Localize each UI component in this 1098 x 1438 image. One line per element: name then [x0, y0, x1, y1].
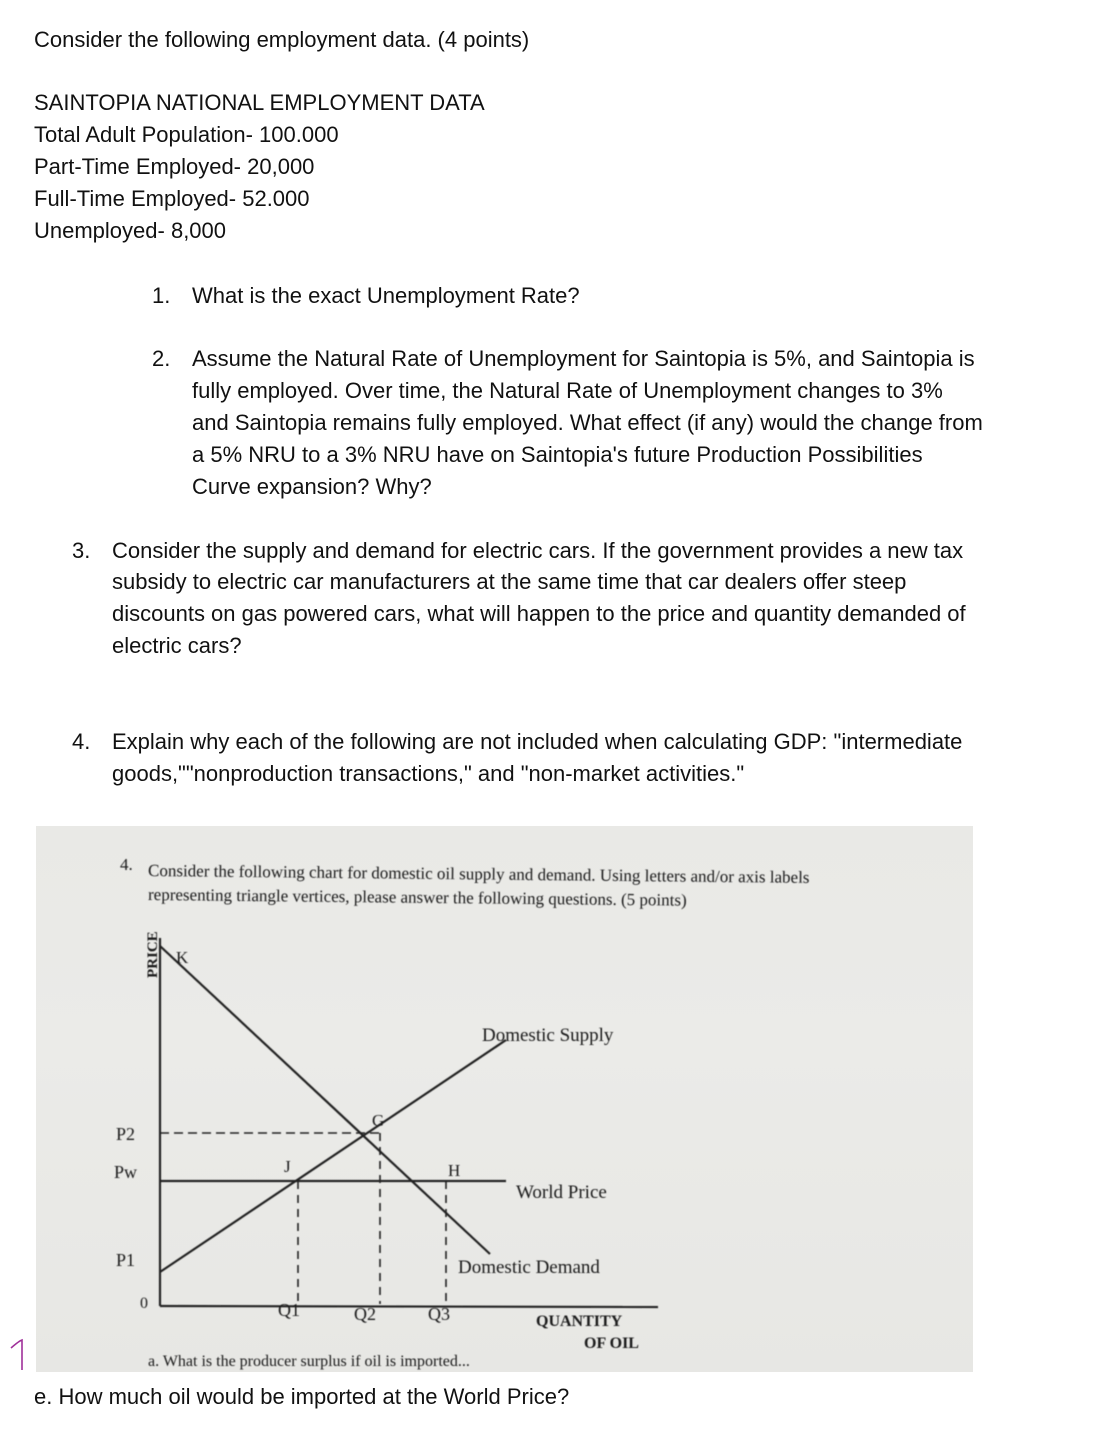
tick-p2: P2: [116, 1124, 136, 1144]
tick-q1: Q1: [278, 1300, 300, 1320]
point-k-label: K: [176, 948, 189, 967]
chart-photo: [36, 826, 973, 1372]
point-g-label: G: [372, 1111, 385, 1130]
data-line-full-time: Full-Time Employed- 52.000: [34, 186, 310, 211]
x-axis: [160, 1306, 658, 1307]
domestic-demand-label: Domestic Demand: [458, 1257, 600, 1278]
q3-line-3: discounts on gas powered cars, what will happen to the price and quantity demanded of: [112, 601, 966, 626]
x-axis-label-line-1: QUANTITY: [536, 1313, 623, 1330]
tick-pw: Pw: [114, 1162, 138, 1182]
data-line-part-time: Part-Time Employed- 20,000: [34, 154, 315, 179]
y-axis-label: PRICE: [145, 931, 161, 978]
svg-text:1: 1: [8, 1338, 9, 1339]
domestic-demand-line: [160, 946, 490, 1254]
origin-label: 0: [140, 1295, 148, 1312]
tick-q2: Q2: [354, 1304, 376, 1324]
subq-2-number: 2.: [152, 346, 171, 371]
photo-question-line-1: Consider the following chart for domestic oil supply and demand. Using letters and/or axis labels: [147, 861, 810, 887]
photo-question-number: 4.: [120, 855, 133, 874]
q3-line-1: Consider the supply and demand for electric cars. If the government provides a new tax: [112, 538, 964, 563]
final-question: e. How much oil would be imported at the World Price?: [34, 1384, 570, 1409]
point-j-label: J: [284, 1157, 291, 1176]
q4-number: 4.: [72, 729, 91, 754]
subq-2-line-3: and Saintopia remains fully employed. What effect (if any) would the change from: [192, 410, 983, 435]
q4-line-1: Explain why each of the following are not included when calculating GDP: "intermediate: [112, 729, 963, 754]
q3-line-2: subsidy to electric car manufacturers at the same time that car dealers offer steep: [112, 569, 907, 594]
handwritten-mark: [8, 1338, 34, 1372]
photo-sub-a: a. What is the producer surplus if oil is imported...: [148, 1353, 470, 1370]
data-line-population: Total Adult Population- 100.000: [34, 122, 339, 147]
subq-2-line-4: a 5% NRU to a 3% NRU have on Saintopia's future Production Possibilities: [192, 442, 923, 467]
data-line-unemployed: Unemployed- 8,000: [34, 218, 227, 243]
domestic-supply-label: Domestic Supply: [482, 1025, 614, 1046]
tick-p1: P1: [116, 1250, 136, 1270]
world-price-label: World Price: [516, 1182, 607, 1203]
subq-1-number: 1.: [152, 283, 171, 308]
subq-2-line-5: Curve expansion? Why?: [192, 474, 432, 499]
q4-line-2: goods,""nonproduction transactions," and "non-market activities.": [112, 761, 745, 786]
domestic-supply-line: [160, 1040, 506, 1272]
photo-question-line-2: representing triangle vertices, please answer the following questions. (5 points): [147, 885, 687, 910]
q3-line-4: electric cars?: [112, 633, 242, 658]
subq-2-line-1: Assume the Natural Rate of Unemployment for Saintopia is 5%, and Saintopia is: [192, 346, 975, 371]
tick-q3: Q3: [428, 1304, 450, 1324]
supply-demand-chart: [36, 826, 973, 1372]
q3-number: 3.: [72, 538, 91, 563]
intro-text: Consider the following employment data. (4 points): [34, 27, 530, 52]
point-h-label: H: [448, 1161, 461, 1180]
data-heading: SAINTOPIA NATIONAL EMPLOYMENT DATA: [34, 90, 485, 115]
x-axis-label-line-2: OF OIL: [584, 1335, 639, 1352]
subq-2-line-2: fully employed. Over time, the Natural Rate of Unemployment changes to 3%: [192, 378, 943, 403]
subq-1-text: What is the exact Unemployment Rate?: [192, 283, 580, 308]
